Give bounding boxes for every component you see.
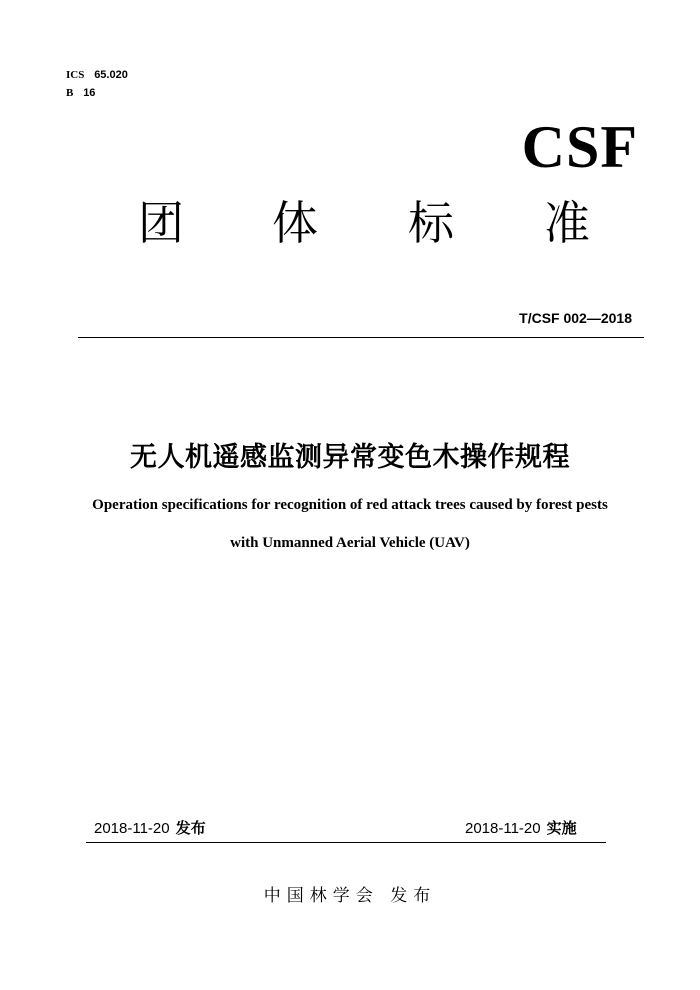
title-english-line-2: with Unmanned Aerial Vehicle (UAV) [230, 535, 470, 551]
publisher: 中国林学会 发布 [263, 886, 437, 906]
implement-date: 2018-11-20 [465, 820, 541, 837]
ccs-label: B [66, 87, 74, 99]
standard-type-heading [0, 195, 700, 255]
standard-type-char: 团 [138, 196, 184, 250]
brand-logo: CSF [521, 114, 638, 180]
standard-type-char: 体 [272, 196, 318, 250]
ics-value: 65.020 [94, 69, 128, 81]
title-english-line-1: Operation specifications for recognition of red attack trees caused by forest pests [92, 497, 608, 513]
implement-date-block [465, 818, 577, 839]
standard-number: T/CSF 002—2018 [519, 310, 632, 326]
issue-label: 发布 [175, 819, 206, 837]
standard-type-char: 标 [408, 196, 454, 250]
header-divider [78, 337, 644, 338]
footer-divider [86, 842, 606, 843]
ics-code [66, 68, 128, 82]
issue-date-block [94, 818, 206, 839]
implement-label: 实施 [546, 819, 577, 837]
issue-date: 2018-11-20 [94, 820, 170, 837]
title-chinese: 无人机遥感监测异常变色木操作规程 [130, 442, 570, 473]
ccs-value: 16 [83, 87, 96, 99]
ics-label: ICS [66, 69, 85, 81]
standard-type-char: 准 [544, 196, 590, 250]
ccs-code [66, 86, 95, 100]
